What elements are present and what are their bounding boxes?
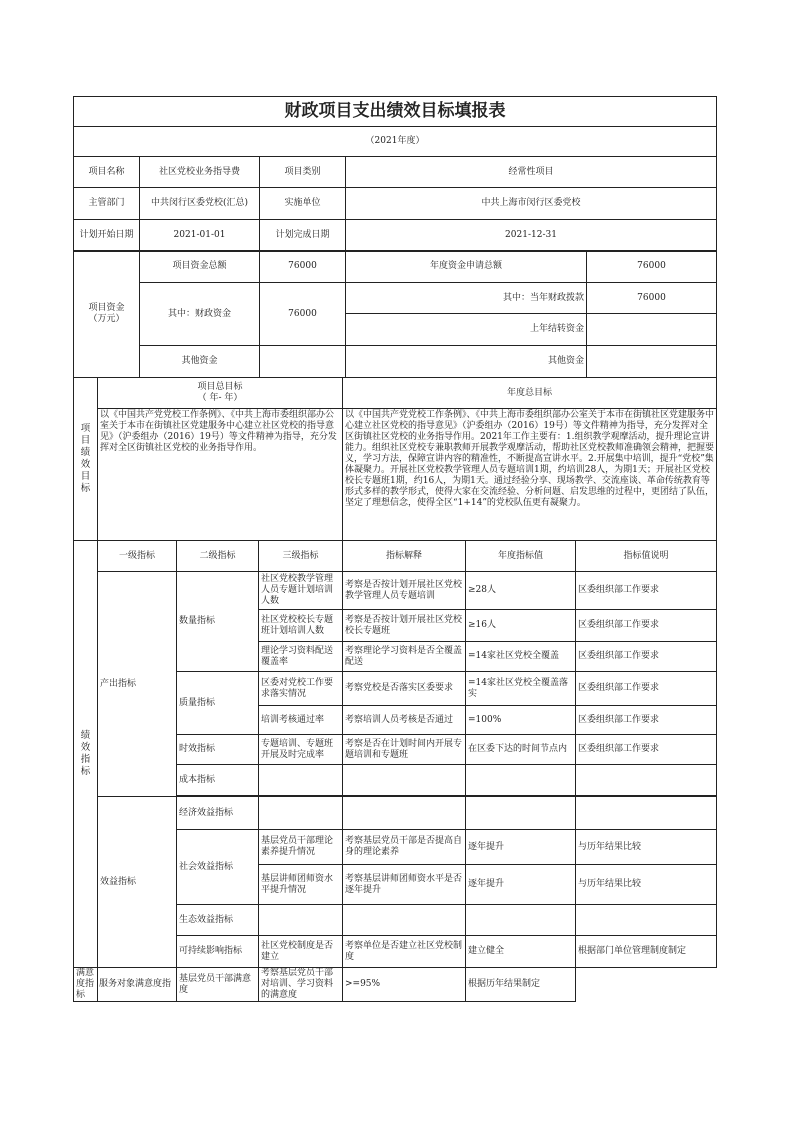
indicators-table <box>73 540 717 1002</box>
note-cell: 根据历年结果制定 <box>466 968 576 1002</box>
value-cell <box>466 765 576 796</box>
end-date-value: 2021-12-31 <box>346 220 717 252</box>
annual-goal-text: 以《中国共产党党校工作条例》、《中共上海市委组织部办公室关于本市在街镇社区党建服务中心建立社区党校的指导意见》（沪委组办（2016）19号）等文件精神为指导，充分发挥对全区街镇社区党校的业务指导作用。2021年工作主要有：1.组织教学观摩活动，提升理论宣讲能力。组织社区党校专兼职教师开展教学观摩活动，帮助社区党校教师准确领会精神，把握要义，学习方法，保障宣讲内容的精准性，不断提高宣讲水平。2.开展集中培训，提升“党校”集体凝聚力。开展社区党校教学管理人员专题培训1期，约培训28人，为期1天；开展社区党校校长专题班1期，约16人，为期1天。通过经验分享、现场教学、交流座谈、革命传统教育等形式多样的教学形式，使得大家在交流经验、分析问题、启发思维的过程中，更团结了队伍，坚定了理想信念，使得全区“1+14”的党校队伍更有凝聚力。 <box>343 409 717 541</box>
value-cell <box>466 797 576 830</box>
current-allocation-label: 其中：当年财政拨款 <box>346 283 587 314</box>
level3-cell: 理论学习资料配送覆盖率 <box>259 642 343 672</box>
annual-goal-header: 年度总目标 <box>343 378 717 409</box>
value-cell: =14家社区党校全覆盖 <box>466 642 576 672</box>
indicators-section-label: 绩效指标 <box>74 541 98 968</box>
level2-social: 社会效益指标 <box>177 830 259 905</box>
annual-funds-label: 年度资金申请总额 <box>346 251 587 283</box>
other-funds-label-2: 其他资金 <box>346 346 587 378</box>
total-goal-header: 项目总目标 （ 年- 年） <box>98 378 343 409</box>
note-cell: 区委组织部工作要求 <box>576 706 717 735</box>
explain-cell: 考察基层党员干部对培训、学习资料的满意度 <box>259 968 343 1002</box>
level3-cell <box>259 797 343 830</box>
total-funds-value: 76000 <box>260 251 346 283</box>
table-row <box>74 968 717 1002</box>
level2-cost: 成本指标 <box>177 765 259 796</box>
fiscal-funds-value: 76000 <box>260 283 346 346</box>
value-cell: =14家社区党校全覆盖落实 <box>466 672 576 706</box>
page-title: 财政项目支出绩效目标填报表 <box>74 97 717 127</box>
other-funds-value <box>260 346 346 378</box>
explain-cell: 考察是否按计划开展社区党校教学管理人员专题培训 <box>343 572 466 610</box>
carryover-value <box>587 314 717 346</box>
explain-cell: 考察理论学习资料是否全覆盖配送 <box>343 642 466 672</box>
fiscal-funds-label: 其中：财政资金 <box>140 283 260 346</box>
implementer-label: 实施单位 <box>260 188 346 220</box>
header-value-note: 指标值说明 <box>576 541 717 572</box>
value-cell: 建立健全 <box>466 936 576 968</box>
header-annual-value: 年度指标值 <box>466 541 576 572</box>
header-level3: 三级指标 <box>259 541 343 572</box>
level2-sustainable: 可持续影响指标 <box>177 936 259 968</box>
explain-cell: 考察是否在计划时间内开展专题培训和专题班 <box>343 735 466 765</box>
level1-benefit: 效益指标 <box>98 797 177 968</box>
level2-service-satisfaction: 服务对象满意度指 <box>98 968 177 1002</box>
level3-cell <box>259 765 343 796</box>
value-cell: 逐年提升 <box>466 830 576 865</box>
carryover-label: 上年结转资金 <box>346 314 587 346</box>
other-funds-label: 其他资金 <box>140 346 260 378</box>
level3-cell: 基层讲师团师资水平提升情况 <box>259 865 343 905</box>
note-cell: 根据部门单位管理制度制定 <box>576 936 717 968</box>
level3-cell: 基层党员干部理论素养提升情况 <box>259 830 343 865</box>
explain-cell: 考察是否按计划开展社区党校校长专题班 <box>343 610 466 642</box>
end-date-label: 计划完成日期 <box>260 220 346 252</box>
value-cell: 在区委下达的时间节点内 <box>466 735 576 765</box>
level3-cell <box>259 905 343 936</box>
table-row <box>74 797 717 830</box>
explain-cell: 考察基层讲师团师资水平是否逐年提升 <box>343 865 466 905</box>
note-cell: 区委组织部工作要求 <box>576 610 717 642</box>
funds-table <box>73 250 717 378</box>
note-cell <box>576 765 717 796</box>
value-cell: ≥28人 <box>466 572 576 610</box>
level3-cell: 社区党校制度是否建立 <box>259 936 343 968</box>
level2-quality: 质量指标 <box>177 672 259 735</box>
implementer-value: 中共上海市闵行区委党校 <box>346 188 717 220</box>
level2-economic: 经济效益指标 <box>177 797 259 830</box>
explain-cell: 考察培训人员考核是否通过 <box>343 706 466 735</box>
project-category-label: 项目类别 <box>260 157 346 188</box>
value-cell <box>466 905 576 936</box>
explain-cell: 考察单位是否建立社区党校制度 <box>343 936 466 968</box>
start-date-value: 2021-01-01 <box>140 220 260 252</box>
note-cell: 区委组织部工作要求 <box>576 572 717 610</box>
level3-cell: 基层党员干部满意度 <box>177 968 259 1002</box>
level2-quantity: 数量指标 <box>177 572 259 672</box>
note-cell <box>576 797 717 830</box>
level1-output: 产出指标 <box>98 572 177 797</box>
level3-cell: 区委对党校工作要求落实情况 <box>259 672 343 706</box>
level1-satisfaction: 满意度指标 <box>74 968 98 1002</box>
total-goal-text: 以《中国共产党党校工作条例》、《中共上海市委组织部办公室关于本市在街镇社区党建服务中心建立社区党校的指导意见》（沪委组办（2016）19号）等文件精神为指导，充分发挥对全区街镇社区党校的业务指导作用。 <box>98 409 343 541</box>
level2-timeliness: 时效指标 <box>177 735 259 765</box>
project-category-value: 经常性项目 <box>346 157 717 188</box>
explain-cell <box>343 797 466 830</box>
table-row <box>74 572 717 610</box>
value-cell: =100% <box>466 706 576 735</box>
level3-cell: 培训考核通过率 <box>259 706 343 735</box>
other-funds-value-2 <box>587 346 717 378</box>
level3-cell: 社区党校校长专题班计划培训人数 <box>259 610 343 642</box>
note-cell <box>576 905 717 936</box>
header-level1: 一级指标 <box>98 541 177 572</box>
value-cell: ≥16人 <box>466 610 576 642</box>
explain-cell: 考察党校是否落实区委要求 <box>343 672 466 706</box>
project-name-label: 项目名称 <box>74 157 140 188</box>
note-cell: 与历年结果比较 <box>576 830 717 865</box>
department-label: 主管部门 <box>74 188 140 220</box>
value-cell: >=95% <box>343 968 466 1002</box>
annual-funds-value: 76000 <box>587 251 717 283</box>
note-cell: 区委组织部工作要求 <box>576 735 717 765</box>
project-name-value: 社区党校业务指导费 <box>140 157 260 188</box>
info-table <box>73 96 717 252</box>
goals-table <box>73 377 717 541</box>
goals-section-label: 项目绩效目标 <box>74 378 98 541</box>
explain-cell: 考察基层党员干部是否提高自身的理论素养 <box>343 830 466 865</box>
level3-cell: 社区党校教学管理人员专题计划培训人数 <box>259 572 343 610</box>
header-level2: 二级指标 <box>177 541 259 572</box>
department-value: 中共闵行区委党校(汇总) <box>140 188 260 220</box>
funds-section-label: 项目资金 （万元） <box>74 251 140 378</box>
start-date-label: 计划开始日期 <box>74 220 140 252</box>
current-allocation-value: 76000 <box>587 283 717 314</box>
explain-cell <box>343 905 466 936</box>
level2-ecological: 生态效益指标 <box>177 905 259 936</box>
note-cell: 与历年结果比较 <box>576 865 717 905</box>
note-cell: 区委组织部工作要求 <box>576 672 717 706</box>
total-funds-label: 项目资金总额 <box>140 251 260 283</box>
value-cell: 逐年提升 <box>466 865 576 905</box>
year-label: （2021年度） <box>74 127 717 157</box>
header-explain: 指标解释 <box>343 541 466 572</box>
note-cell: 区委组织部工作要求 <box>576 642 717 672</box>
explain-cell <box>343 765 466 796</box>
level3-cell: 专题培训、专题班开展及时完成率 <box>259 735 343 765</box>
